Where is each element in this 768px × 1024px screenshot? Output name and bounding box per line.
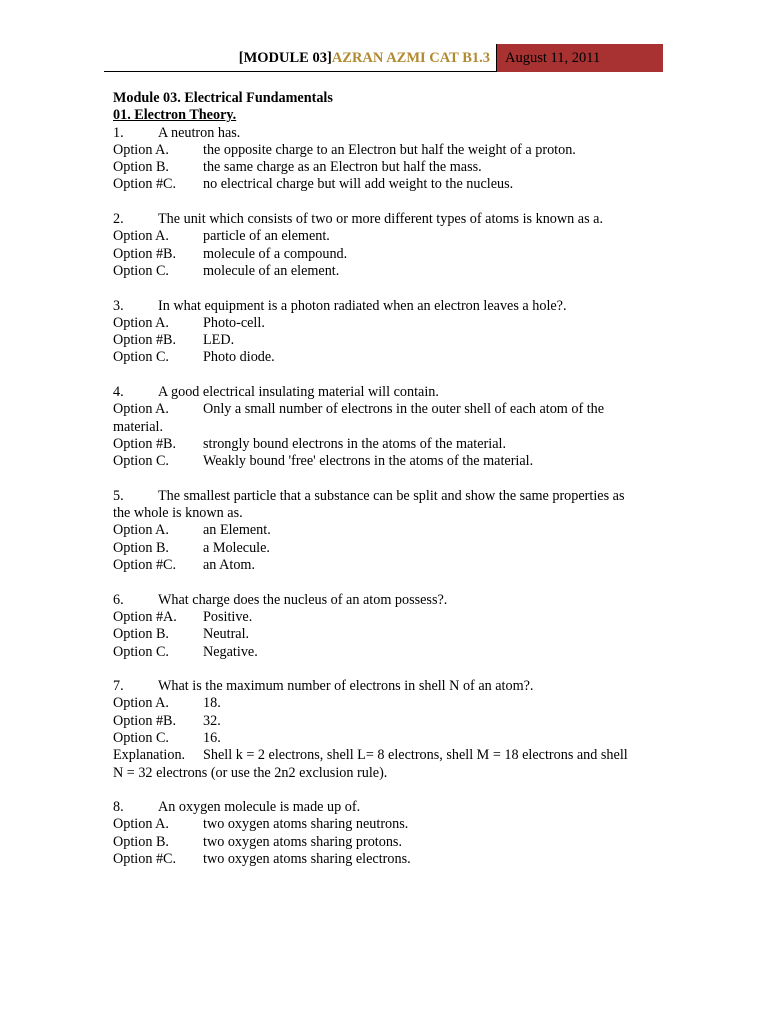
answer-option [113, 609, 658, 626]
option-label: Option A. [113, 314, 169, 331]
question-number: 4. [113, 384, 124, 401]
answer-option [113, 644, 658, 661]
question-text: A neutron has. [158, 124, 241, 141]
option-label: Option C. [113, 729, 169, 746]
answer-option [113, 626, 658, 643]
header-module-author [104, 44, 496, 72]
option-text: 18. [203, 695, 221, 712]
question-number: 3. [113, 297, 124, 314]
document-title: Module 03. Electrical Fundamentals [113, 90, 333, 106]
option-label: Option B. [113, 833, 169, 850]
answer-option [113, 713, 658, 730]
question-stem [113, 799, 658, 816]
question-text: What charge does the nucleus of an atom possess?. [158, 591, 448, 608]
option-label: Option A. [113, 401, 169, 418]
option-label: Option A. [113, 141, 169, 158]
answer-option [113, 401, 658, 418]
option-text: a Molecule. [203, 539, 270, 556]
option-text-continuation: material. [113, 418, 164, 435]
answer-option [113, 540, 658, 557]
option-text: particle of an element. [203, 228, 330, 245]
option-text: Photo diode. [203, 349, 275, 366]
option-text: the opposite charge to an Electron but half the weight of a proton. [203, 141, 576, 158]
option-label: Option #C. [113, 176, 177, 193]
header-bracket-open: [ [238, 50, 244, 66]
answer-option [113, 228, 658, 245]
answer-option [113, 816, 658, 833]
option-label: Option B. [113, 539, 169, 556]
option-text: LED. [203, 332, 235, 349]
question-item [113, 125, 658, 194]
question-number: 5. [113, 487, 124, 504]
option-label: Option C. [113, 643, 169, 660]
question-list [113, 125, 658, 869]
option-text: molecule of an element. [203, 262, 340, 279]
page-header [104, 44, 663, 72]
answer-option [113, 522, 658, 539]
option-text: the same charge as an Electron but half the mass. [203, 159, 482, 176]
option-label: Explanation. [113, 747, 186, 764]
answer-option [113, 834, 658, 851]
question-stem [113, 488, 658, 505]
option-text: Shell k = 2 electrons, shell L= 8 electrons, shell M = 18 electrons and shell [203, 747, 628, 764]
answer-option [113, 315, 658, 332]
option-label: Option #B. [113, 332, 177, 349]
header-bracket-close: ] [326, 50, 332, 66]
option-label: Option B. [113, 626, 169, 643]
question-number: 1. [113, 124, 124, 141]
option-label: Option #A. [113, 608, 177, 625]
question-item [113, 298, 658, 367]
answer-option [113, 142, 658, 159]
option-text: 32. [203, 712, 221, 729]
option-text: Weakly bound 'free' electrons in the atoms of the material. [203, 453, 534, 470]
answer-option [113, 453, 658, 470]
question-stem [113, 211, 658, 228]
question-item [113, 799, 658, 868]
question-item [113, 211, 658, 280]
option-label: Option A. [113, 816, 169, 833]
question-text: The unit which consists of two or more different types of atoms is known as a. [158, 211, 603, 228]
answer-option [113, 349, 658, 366]
question-item [113, 592, 658, 661]
answer-option [113, 851, 658, 868]
question-stem [113, 384, 658, 401]
option-label: Option C. [113, 453, 169, 470]
option-text: 16. [203, 729, 221, 746]
answer-option [113, 332, 658, 349]
answer-option [113, 730, 658, 747]
option-label: Option #B. [113, 245, 177, 262]
option-text: Positive. [203, 608, 253, 625]
option-label: Option #C. [113, 851, 177, 868]
question-text: An oxygen molecule is made up of. [158, 799, 361, 816]
option-text: Only a small number of electrons in the outer shell of each atom of the [203, 401, 605, 418]
question-item [113, 488, 658, 574]
option-text: Photo-cell. [203, 314, 265, 331]
option-label: Option C. [113, 262, 169, 279]
answer-option [113, 159, 658, 176]
question-item [113, 384, 658, 470]
question-item [113, 678, 658, 782]
question-number: 6. [113, 591, 124, 608]
question-stem [113, 592, 658, 609]
option-text: two oxygen atoms sharing neutrons. [203, 816, 409, 833]
header-module: MODULE 03 [243, 50, 327, 66]
answer-option [113, 695, 658, 712]
option-text: two oxygen atoms sharing protons. [203, 833, 402, 850]
question-stem [113, 678, 658, 695]
question-text: The smallest particle that a substance can be split and show the same properties as [158, 487, 625, 504]
header-author: AZRAN AZMI CAT B1.3 [331, 50, 490, 66]
question-text: A good electrical insulating material will contain. [158, 384, 439, 401]
option-text: Neutral. [203, 626, 250, 643]
option-label: Option #B. [113, 435, 177, 452]
answer-option [113, 263, 658, 280]
question-number: 8. [113, 799, 124, 816]
option-text: an Element. [203, 522, 271, 539]
option-label: Option B. [113, 159, 169, 176]
question-text: What is the maximum number of electrons in shell N of an atom?. [158, 678, 534, 695]
option-label: Option C. [113, 349, 169, 366]
answer-option [113, 557, 658, 574]
header-date: August 11, 2011 [496, 44, 663, 72]
option-text: molecule of a compound. [203, 245, 348, 262]
option-text-continuation: N = 32 electrons (or use the 2n2 exclusion rule). [113, 764, 388, 781]
option-label: Option #C. [113, 557, 177, 574]
answer-option [113, 246, 658, 263]
option-label: Option A. [113, 695, 169, 712]
question-stem [113, 298, 658, 315]
question-stem [113, 125, 658, 142]
option-label: Option A. [113, 228, 169, 245]
question-number: 7. [113, 678, 124, 695]
option-text: Negative. [203, 643, 258, 660]
question-text: In what equipment is a photon radiated when an electron leaves a hole?. [158, 297, 567, 314]
option-label: Option #B. [113, 712, 177, 729]
option-text: an Atom. [203, 557, 256, 574]
answer-option [113, 747, 658, 764]
document-subtitle: 01. Electron Theory. [113, 107, 237, 124]
document-body [113, 90, 658, 886]
option-label: Option A. [113, 522, 169, 539]
option-text: strongly bound electrons in the atoms of the material. [203, 435, 506, 452]
option-text: no electrical charge but will add weight to the nucleus. [203, 176, 514, 193]
question-number: 2. [113, 211, 124, 228]
answer-option [113, 436, 658, 453]
option-text: two oxygen atoms sharing electrons. [203, 851, 411, 868]
question-text-continuation: the whole is known as. [113, 505, 243, 522]
answer-option [113, 176, 658, 193]
